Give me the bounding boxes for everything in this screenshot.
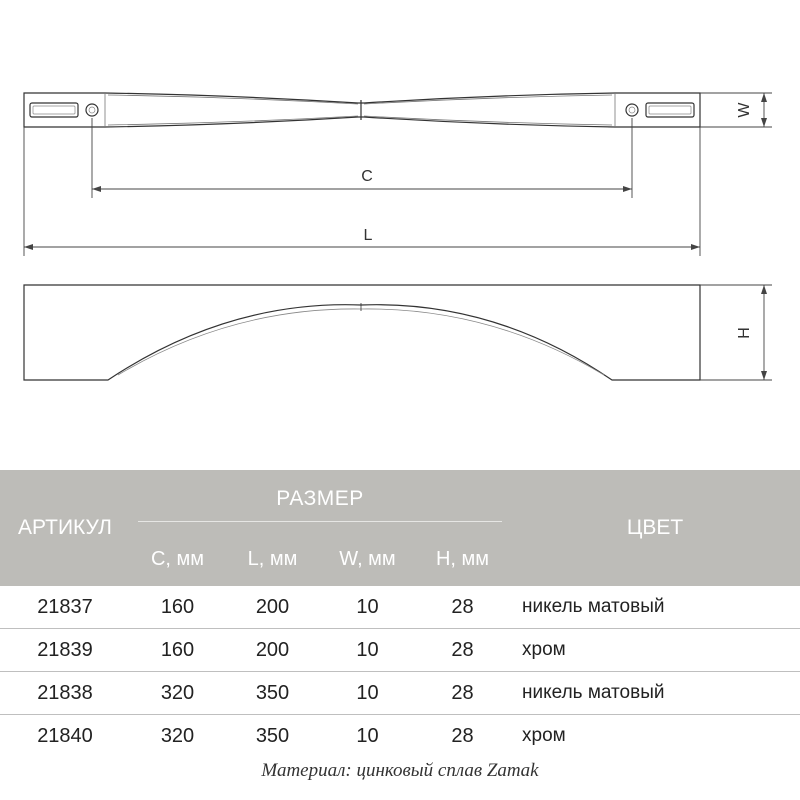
right-screw-hole (626, 104, 638, 116)
left-slot (30, 103, 78, 117)
table-row (0, 586, 800, 629)
article-cell: 21840 (37, 724, 93, 747)
h-cell: 28 (415, 586, 510, 629)
c-cell: 160 (130, 629, 225, 672)
handle-side-inner-arc (118, 309, 604, 375)
table-row (0, 672, 800, 715)
color-header: ЦВЕТ (510, 470, 800, 586)
dimension-l-label: L (363, 227, 373, 244)
l-cell: 350 (255, 724, 290, 747)
c-cell: 160 (130, 586, 225, 629)
w-cell: 10 (320, 629, 415, 672)
handle-top-view (24, 93, 700, 127)
dimension-c (92, 118, 632, 198)
color-cell: хром (510, 629, 800, 672)
handle-top-outline (24, 93, 700, 127)
size-group-header (130, 470, 510, 532)
dimension-h-label: H (736, 327, 754, 339)
handle-top-inner-line (108, 95, 612, 125)
right-screw-hole-inner (629, 107, 635, 113)
handle-side-view (24, 285, 700, 380)
color-cell: никель матовый (510, 672, 800, 715)
table-row (0, 629, 800, 672)
dimension-c-label: C (361, 168, 373, 185)
left-slot-inner (33, 106, 75, 114)
article-header: АРТИКУЛ (0, 470, 130, 586)
color-cell: хром (522, 725, 566, 746)
c-cell: 320 (160, 724, 195, 747)
column-header-h: H, мм (415, 532, 510, 586)
column-header-c: C, мм (130, 532, 225, 586)
article-cell: 21838 (0, 672, 130, 715)
l-cell: 200 (225, 586, 320, 629)
column-header-l: L, мм (225, 532, 320, 586)
color-cell: никель матовый (510, 586, 800, 629)
size-group-rule (138, 521, 502, 522)
article-cell: 21839 (0, 629, 130, 672)
l-cell: 200 (225, 629, 320, 672)
material-footnote: Материал: цинковый сплав Zamak (261, 760, 539, 781)
handle-side-outline (24, 285, 700, 380)
h-cell: 28 (415, 672, 510, 715)
table-header-row (0, 470, 800, 532)
article-cell: 21837 (0, 586, 130, 629)
h-cell: 28 (451, 724, 474, 747)
left-screw-hole-inner (89, 107, 95, 113)
w-cell: 10 (320, 586, 415, 629)
dimension-l (24, 127, 700, 256)
h-cell: 28 (415, 629, 510, 672)
right-slot-inner (649, 106, 691, 114)
column-header-w: W, мм (320, 532, 415, 586)
w-cell: 10 (356, 724, 379, 747)
spec-table (0, 470, 800, 757)
l-cell: 350 (225, 672, 320, 715)
left-screw-hole (86, 104, 98, 116)
w-cell: 10 (320, 672, 415, 715)
size-group-title: РАЗМЕР (276, 487, 364, 510)
dimension-w-label: W (736, 102, 754, 118)
c-cell: 320 (130, 672, 225, 715)
right-slot (646, 103, 694, 117)
table-row (0, 715, 800, 758)
